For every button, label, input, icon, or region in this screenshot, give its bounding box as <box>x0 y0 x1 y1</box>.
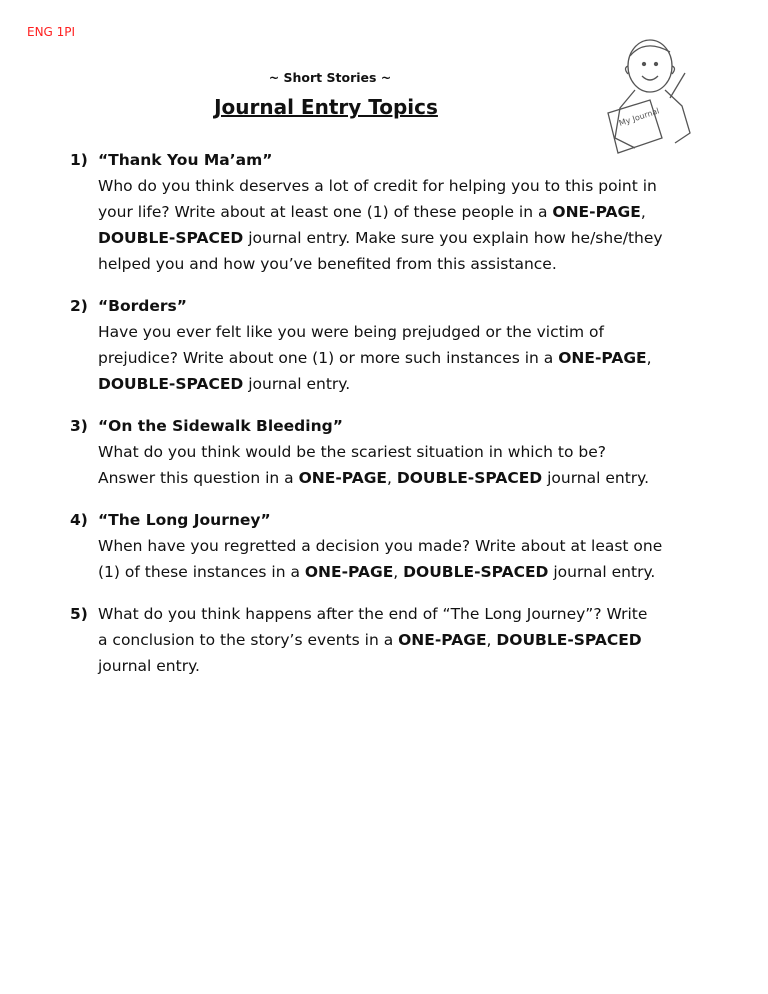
text-segment: What do you think would be the scariest situation in which to be? <box>98 443 606 461</box>
topic-story-title: “Borders” <box>98 297 187 315</box>
topic-number: 4) <box>70 511 88 529</box>
topic-item <box>70 147 663 277</box>
text-segment: a conclusion to the story’s events in a <box>98 631 399 649</box>
text-segment: , <box>387 469 397 487</box>
topic-list <box>70 147 663 695</box>
text-segment: Have you ever felt like you were being prejudged or the victim of <box>98 323 604 341</box>
boy-with-journal-illustration <box>590 38 705 158</box>
topic-number: 5) <box>70 605 88 623</box>
emphasis-text: DOUBLE-SPACED <box>98 375 244 393</box>
topic-text-line <box>98 319 663 345</box>
text-segment: prejudice? Write about one (1) or more such instances in a <box>98 349 559 367</box>
topic-story-title: “The Long Journey” <box>98 511 271 529</box>
text-segment: your life? Write about at least one (1) of these people in a <box>98 203 553 221</box>
emphasis-text: DOUBLE-SPACED <box>98 229 244 247</box>
text-segment: What do you think happens after the end of “The Long Journey”? Write <box>98 605 648 623</box>
topic-story-title: “On the Sidewalk Bleeding” <box>98 417 343 435</box>
emphasis-text: ONE-PAGE <box>552 203 641 221</box>
emphasis-text: DOUBLE-SPACED <box>496 631 642 649</box>
topic-text-line <box>98 533 663 559</box>
topic-number: 1) <box>70 151 88 169</box>
page-title: Journal Entry Topics <box>214 95 438 119</box>
text-segment: , <box>640 203 646 221</box>
text-segment: When have you regretted a decision you made? Write about at least one <box>98 537 663 555</box>
topic-text-line <box>98 627 663 653</box>
text-segment: Who do you think deserves a lot of credit for helping you to this point in <box>98 177 657 195</box>
topic-item <box>70 601 663 679</box>
topic-item <box>70 507 663 585</box>
topic-item <box>70 293 663 397</box>
emphasis-text: ONE-PAGE <box>304 563 394 581</box>
topic-text-line <box>98 601 663 627</box>
emphasis-text: DOUBLE-SPACED <box>396 469 543 487</box>
text-segment: journal entry. Make sure you explain how he/she/they <box>243 229 663 247</box>
topic-item <box>70 413 663 491</box>
text-segment: helped you and how you’ve benefited from this assistance. <box>98 255 557 273</box>
emphasis-text: ONE-PAGE <box>558 349 647 367</box>
topic-number: 3) <box>70 417 88 435</box>
text-segment: journal entry. <box>98 657 200 675</box>
emphasis-text: ONE-PAGE <box>398 631 487 649</box>
topic-story-title: “Thank You Ma’am” <box>98 151 273 169</box>
topic-number: 2) <box>70 297 88 315</box>
emphasis-text: ONE-PAGE <box>298 469 388 487</box>
text-segment: , <box>646 349 652 367</box>
journal-cover-text: My Journal <box>617 106 661 128</box>
emphasis-text: DOUBLE-SPACED <box>403 563 549 581</box>
text-segment: journal entry. <box>548 563 656 581</box>
text-segment: , <box>393 563 404 581</box>
topic-text-line <box>98 465 663 491</box>
text-segment: , <box>486 631 497 649</box>
text-segment: journal entry. <box>542 469 650 487</box>
topic-text-line <box>98 251 663 277</box>
topic-text-line <box>98 371 663 397</box>
topic-text-line <box>98 345 663 371</box>
text-segment: journal entry. <box>243 375 351 393</box>
subtitle: ~ Short Stories ~ <box>268 70 392 85</box>
course-code: ENG 1PI <box>27 25 76 39</box>
topic-text-line <box>98 653 663 679</box>
text-segment: (1) of these instances in a <box>98 563 305 581</box>
topic-text-line <box>98 173 663 199</box>
topic-text-line <box>98 559 663 585</box>
topic-text-line <box>98 439 663 465</box>
text-segment: Answer this question in a <box>98 469 299 487</box>
topic-text-line <box>98 199 663 225</box>
topic-text-line <box>98 225 663 251</box>
